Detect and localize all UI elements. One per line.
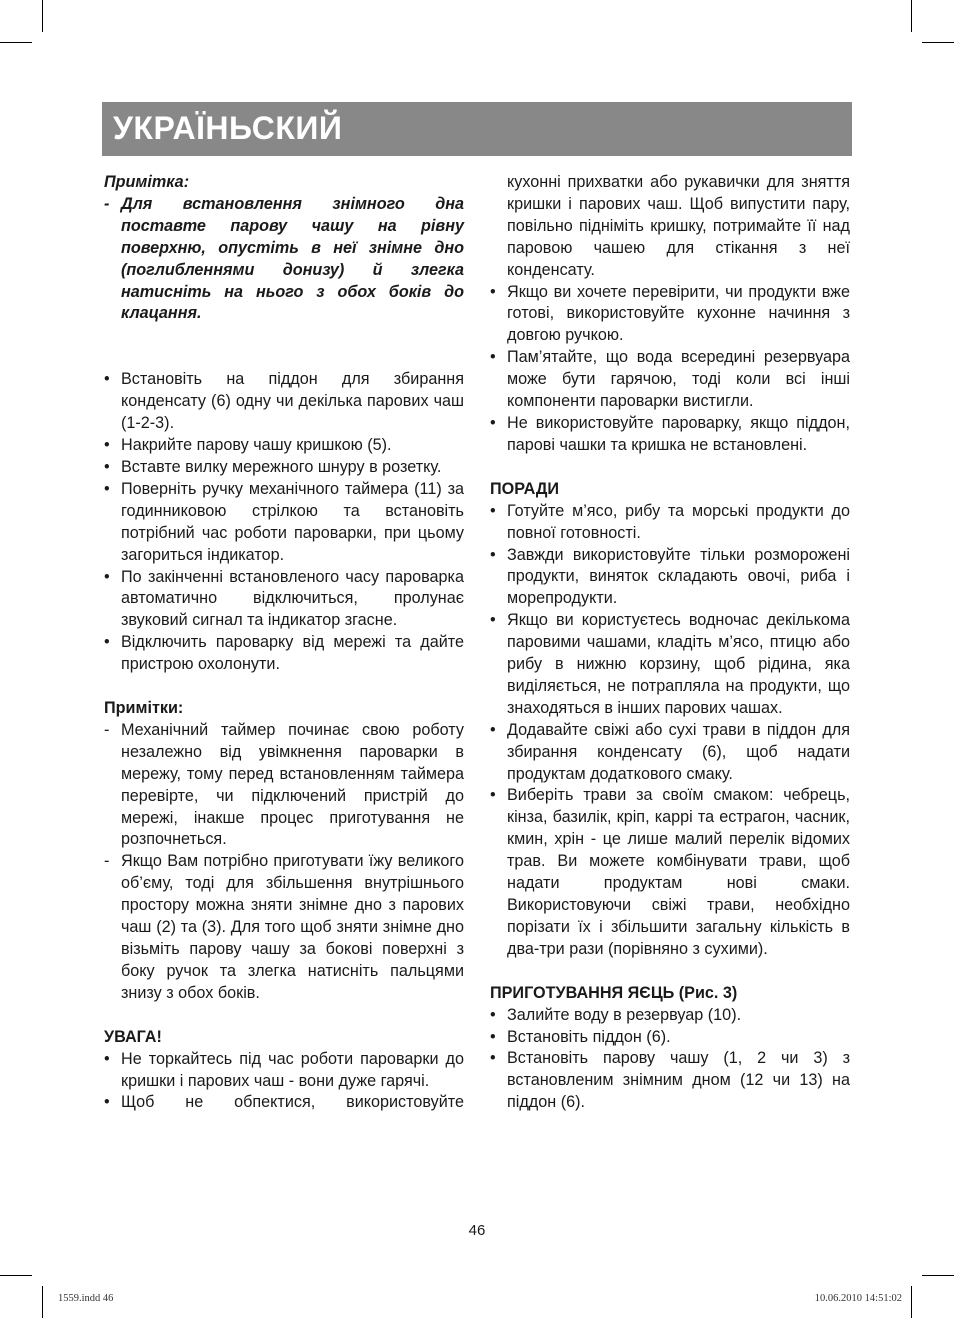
list-item: • Встановіть на піддон для збирання конденсату (6) одну чи декілька парових чаш (1-2-3). [104,369,464,435]
bullet-icon: • [490,786,496,805]
list-item: • Не використовуйте пароварку, якщо піддон, парові чашки та кришка не встановлені. [490,413,850,457]
bullet-icon: • [490,501,496,520]
bullet-icon: • [104,1093,110,1112]
list-item: • Встановіть піддон (6). [490,1027,850,1049]
list-item: • Вставте вилку мережного шнуру в розетку. [104,457,464,479]
bullet-icon: • [490,1005,496,1024]
notes-heading: Примітки: [104,699,184,718]
dash-marker: - [104,194,110,213]
footer-timestamp: 10.06.2010 14:51:02 [814,1293,902,1304]
continued-text: кухонні прихватки або рукавички для зняття кришки і парових чаш. Щоб випустити пару, повільно підніміть кришку, потримайте її над паровою чашею для стікання з неї конденсату. [507,173,850,279]
list-item: • Якщо ви користуєтесь водночас декількома паровими чашами, кладіть м’ясо, птицю або рибу в нижню корзину, щоб рідина, яка виділяється, не потрапляла на продукти, що знаходяться в інших парових чашах. [490,610,850,720]
bullet-icon: • [104,479,110,498]
page-title: УКРАЇНЬСКИЙ [113,110,343,146]
bullet-icon: • [490,1049,496,1068]
right-column [490,172,850,1114]
tips-heading: ПОРАДИ [490,479,560,498]
list-item: • Не торкайтесь під час роботи пароварки до кришки і парових чаш - вони дуже гарячі. [104,1049,464,1093]
bullet-icon: • [490,413,496,432]
crop-mark [0,42,32,43]
list-item: • Поверніть ручку механічного таймера (11) за годинниковою стрілкою та встановіть потрібний час роботи пароварки, при цьому загориться індикатор. [104,479,464,567]
bullet-icon: • [104,436,110,455]
list-item: • Залийте воду в резервуар (10). [490,1005,850,1027]
bullet-icon: • [104,633,110,652]
crop-mark [0,1275,32,1276]
bullet-icon: • [104,1049,110,1068]
crop-mark [911,0,912,32]
left-column [104,172,464,1114]
list-item: • Відключить пароварку від мережі та дайте пристрою охолонути. [104,632,464,676]
eggs-heading: ПРИГОТУВАННЯ ЯЄЦЬ (Рис. 3) [490,983,738,1002]
page-number: 46 [468,1222,486,1239]
footer-file-info: 1559.indd 46 [58,1293,114,1304]
bullet-icon: • [490,348,496,367]
list-item: • Додавайте свіжі або сухі трави в піддон для збирання конденсату (6), щоб надати продуктам додаткового смаку. [490,720,850,786]
list-item: • Готуйте м’ясо, рибу та морські продукти до повної готовності. [490,501,850,545]
list-item: • Встановіть парову чашу (1, 2 чи 3) з встановленим знімним дном (12 чи 13) на піддон (6). [490,1048,850,1114]
bullet-icon: • [104,457,110,476]
crop-mark [911,1286,912,1318]
bullet-icon: • [490,611,496,630]
bullet-icon: • [104,567,110,586]
list-item: - Механічний таймер починає свою роботу незалежно від увімкнення пароварки в мережу, тому перед встановленням таймера перевірте, чи підключений пристрій до мережі, інакше процес приготування не розпочнеться. [104,720,464,851]
note-text: Для встановлення знімного дна поставте парову чашу на рівну поверхню, опустіть в неї знімне дно (поглибленнями донизу) й злегка натисніть на нього з обох боків до клацання. [121,194,464,323]
crop-mark [42,1286,43,1318]
dash-marker: - [104,852,110,871]
bullet-icon: • [490,720,496,739]
bullet-icon: • [490,545,496,564]
list-item: • Щоб не обпектися, використовуйте [104,1092,464,1114]
list-item: • Виберіть трави за своїм смаком: чебрець, кінза, базилік, кріп, каррі та естрагон, часник, кмин, хрін - це лише малий перелік відомих трав. Ви можете комбінувати трави, щоб надати продуктам нові смаки. Використовуючи свіжі трави, необхідно порізати їх і збільшити загальну кількість в два-три рази (порівняно з сухими). [490,785,850,960]
list-item: • Якщо ви хочете перевірити, чи продукти вже готові, використовуйте кухонне начиння з довгою ручкою. [490,282,850,348]
list-item: • Пам’ятайте, що вода всередині резервуара може бути гарячою, тоді коли всі інші компоненти пароварки вистигли. [490,347,850,413]
crop-mark [42,0,43,32]
note-title: Примітка: [104,173,190,191]
note-item [104,194,464,325]
bullet-icon: • [104,370,110,389]
list-item: - Якщо Вам потрібно приготувати їжу великого об’єму, тоді для збільшення внутрішнього простору можна зняти знімне дно з парових чаш (2) та (3). Для того щоб зняти знімне дно візьміть парову чашу за бокові поверхні з боку ручок та злегка натисніть пальцями знизу з обох боків. [104,851,464,1004]
crop-mark [922,42,954,43]
bullet-icon: • [490,1027,496,1046]
dash-marker: - [104,720,110,739]
list-item: • Завжди використовуйте тільки розморожені продукти, виняток складають овочі, риба і морепродукти. [490,545,850,611]
bullet-icon: • [490,282,496,301]
warning-heading: УВАГА! [104,1027,162,1046]
list-item: • Накрийте парову чашу кришкою (5). [104,435,464,457]
list-item: • По закінченні встановленого часу пароварка автоматично відключиться, пролунає звуковий сигнал та індикатор згасне. [104,567,464,633]
crop-mark [922,1275,954,1276]
language-header-bar [102,102,852,156]
